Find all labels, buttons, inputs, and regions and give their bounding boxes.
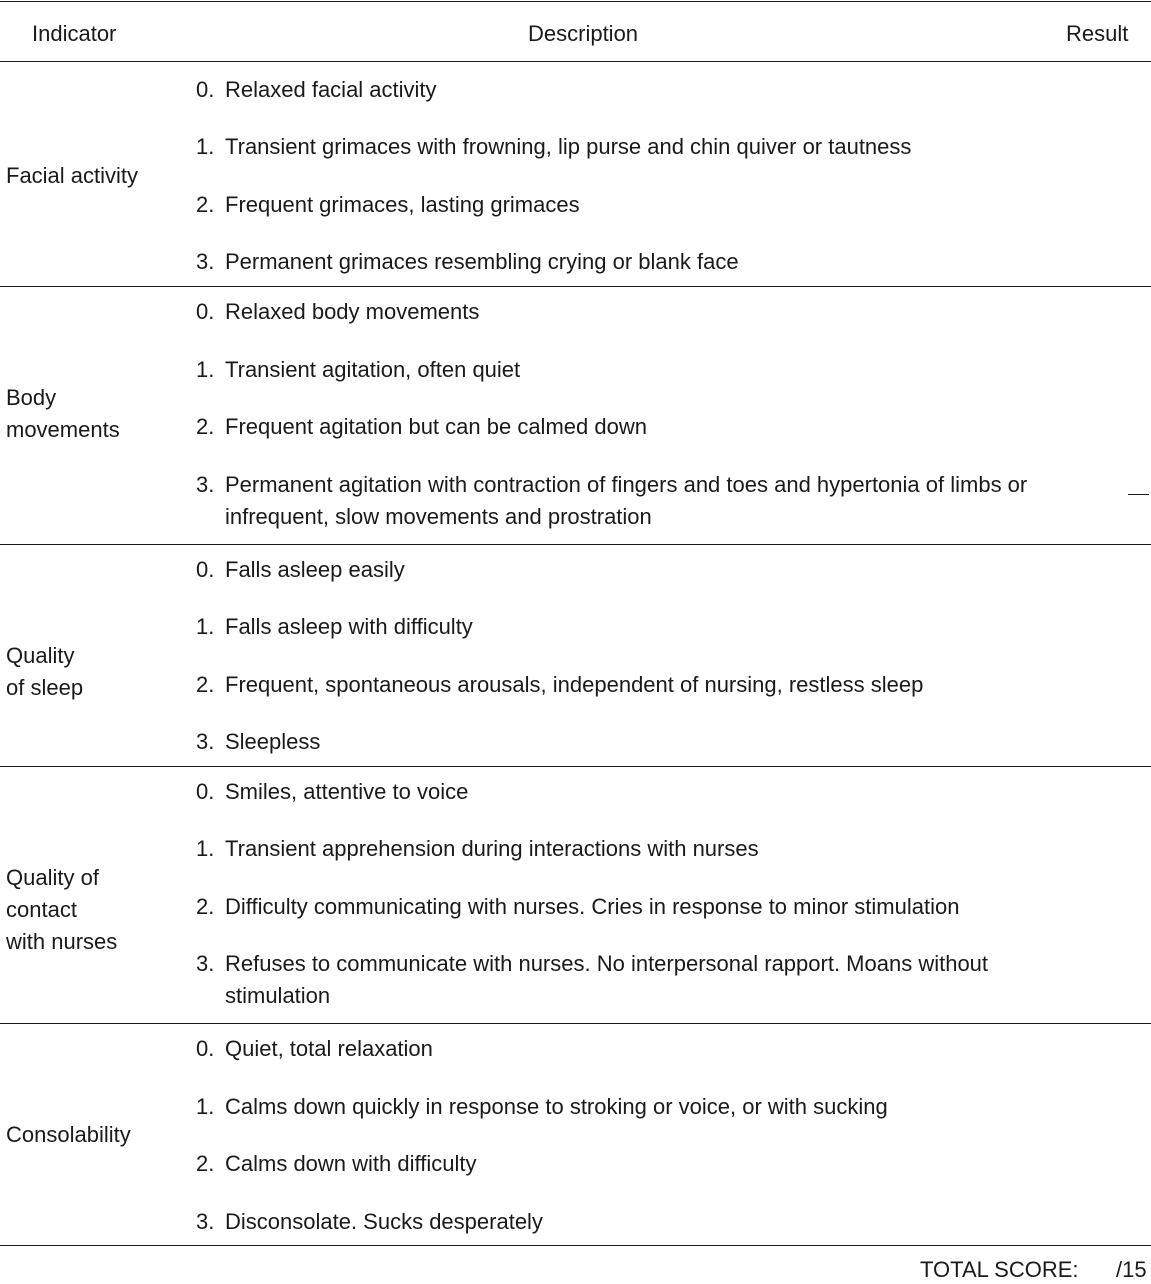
list-item (196, 726, 1086, 758)
item-text: Quiet, total relaxation (225, 1036, 433, 1061)
item-text: Refuses to communicate with nurses. No interpersonal rapport. Moans without stimulation (225, 951, 989, 1008)
item-text: Calms down quickly in response to stroking or voice, or with sucking (225, 1094, 888, 1119)
item-text: Transient agitation, often quiet (225, 357, 521, 382)
list-item (196, 1033, 1086, 1065)
header-description: Description (528, 21, 639, 46)
item-number: 0. (196, 77, 215, 102)
item-text: Transient grimaces with frowning, lip purse and chin quiver or tautness (225, 134, 912, 159)
item-text: Sleepless (225, 729, 321, 754)
indicator-label: contact (6, 897, 77, 922)
item-number: 3. (196, 951, 215, 976)
item-text: Falls asleep easily (225, 557, 405, 582)
list-item (196, 1206, 1086, 1238)
list-item (196, 669, 1086, 701)
item-number: 1. (196, 836, 215, 861)
item-text: Frequent agitation but can be calmed down (225, 414, 647, 439)
item-text: Relaxed facial activity (225, 77, 437, 102)
item-number: 2. (196, 894, 215, 919)
indicator-label: Consolability (6, 1122, 131, 1147)
list-item (196, 74, 1086, 106)
list-item (196, 948, 1086, 1012)
list-item (196, 891, 1086, 923)
list-item (196, 411, 1086, 443)
indicator-label: Quality of (6, 865, 99, 890)
item-number: 1. (196, 1094, 215, 1119)
header-result: Result (1066, 21, 1129, 46)
indicator-label: Facial activity (6, 163, 139, 188)
top-rule (0, 1, 1151, 2)
list-item (196, 354, 1086, 386)
item-number: 3. (196, 1209, 215, 1234)
list-item (196, 131, 1086, 163)
indicator-label: Quality (6, 643, 75, 668)
list-item (196, 246, 1086, 278)
item-number: 2. (196, 414, 215, 439)
item-text: Relaxed body movements (225, 299, 480, 324)
list-item (196, 296, 1086, 328)
item-number: 2. (196, 192, 215, 217)
result-blank-line (1128, 494, 1149, 495)
item-text: Transient apprehension during interactions with nurses (225, 836, 759, 861)
item-number: 1. (196, 614, 215, 639)
item-number: 3. (196, 249, 215, 274)
item-text: Frequent grimaces, lasting grimaces (225, 192, 580, 217)
list-item (196, 611, 1086, 643)
item-text: Frequent, spontaneous arousals, independent of nursing, restless sleep (225, 672, 924, 697)
item-number: 0. (196, 779, 215, 804)
indicator-label: with nurses (6, 929, 118, 954)
item-text: Smiles, attentive to voice (225, 779, 469, 804)
bottom-rule (0, 1245, 1151, 1246)
row-divider (0, 766, 1151, 767)
total-score-label: TOTAL SCORE: (920, 1257, 1079, 1282)
row-divider (0, 544, 1151, 545)
list-item (196, 189, 1086, 221)
item-number: 1. (196, 134, 215, 159)
item-number: 2. (196, 672, 215, 697)
list-item (196, 1091, 1086, 1123)
item-text: Permanent agitation with contraction of fingers and toes and hypertonia of limbs or infrequent, slow movements and prostration (225, 472, 1028, 529)
list-item (196, 554, 1086, 586)
list-item (196, 776, 1086, 808)
item-number: 2. (196, 1151, 215, 1176)
item-number: 0. (196, 1036, 215, 1061)
list-item (196, 469, 1086, 533)
item-number: 0. (196, 557, 215, 582)
item-text: Falls asleep with difficulty (225, 614, 473, 639)
item-number: 1. (196, 357, 215, 382)
item-text: Disconsolate. Sucks desperately (225, 1209, 543, 1234)
item-number: 0. (196, 299, 215, 324)
indicator-label: movements (6, 417, 120, 442)
item-text: Difficulty communicating with nurses. Cries in response to minor stimulation (225, 894, 960, 919)
item-number: 3. (196, 472, 215, 497)
item-text: Calms down with difficulty (225, 1151, 477, 1176)
item-text: Permanent grimaces resembling crying or blank face (225, 249, 739, 274)
list-item (196, 833, 1086, 865)
row-divider (0, 1023, 1151, 1024)
header-rule (0, 61, 1151, 62)
indicator-label: of sleep (6, 675, 84, 700)
list-item (196, 1148, 1086, 1180)
row-divider (0, 286, 1151, 287)
total-score-suffix: /15 (1116, 1257, 1147, 1282)
item-number: 3. (196, 729, 215, 754)
header-indicator: Indicator (32, 21, 117, 46)
indicator-label: Body (6, 385, 57, 410)
